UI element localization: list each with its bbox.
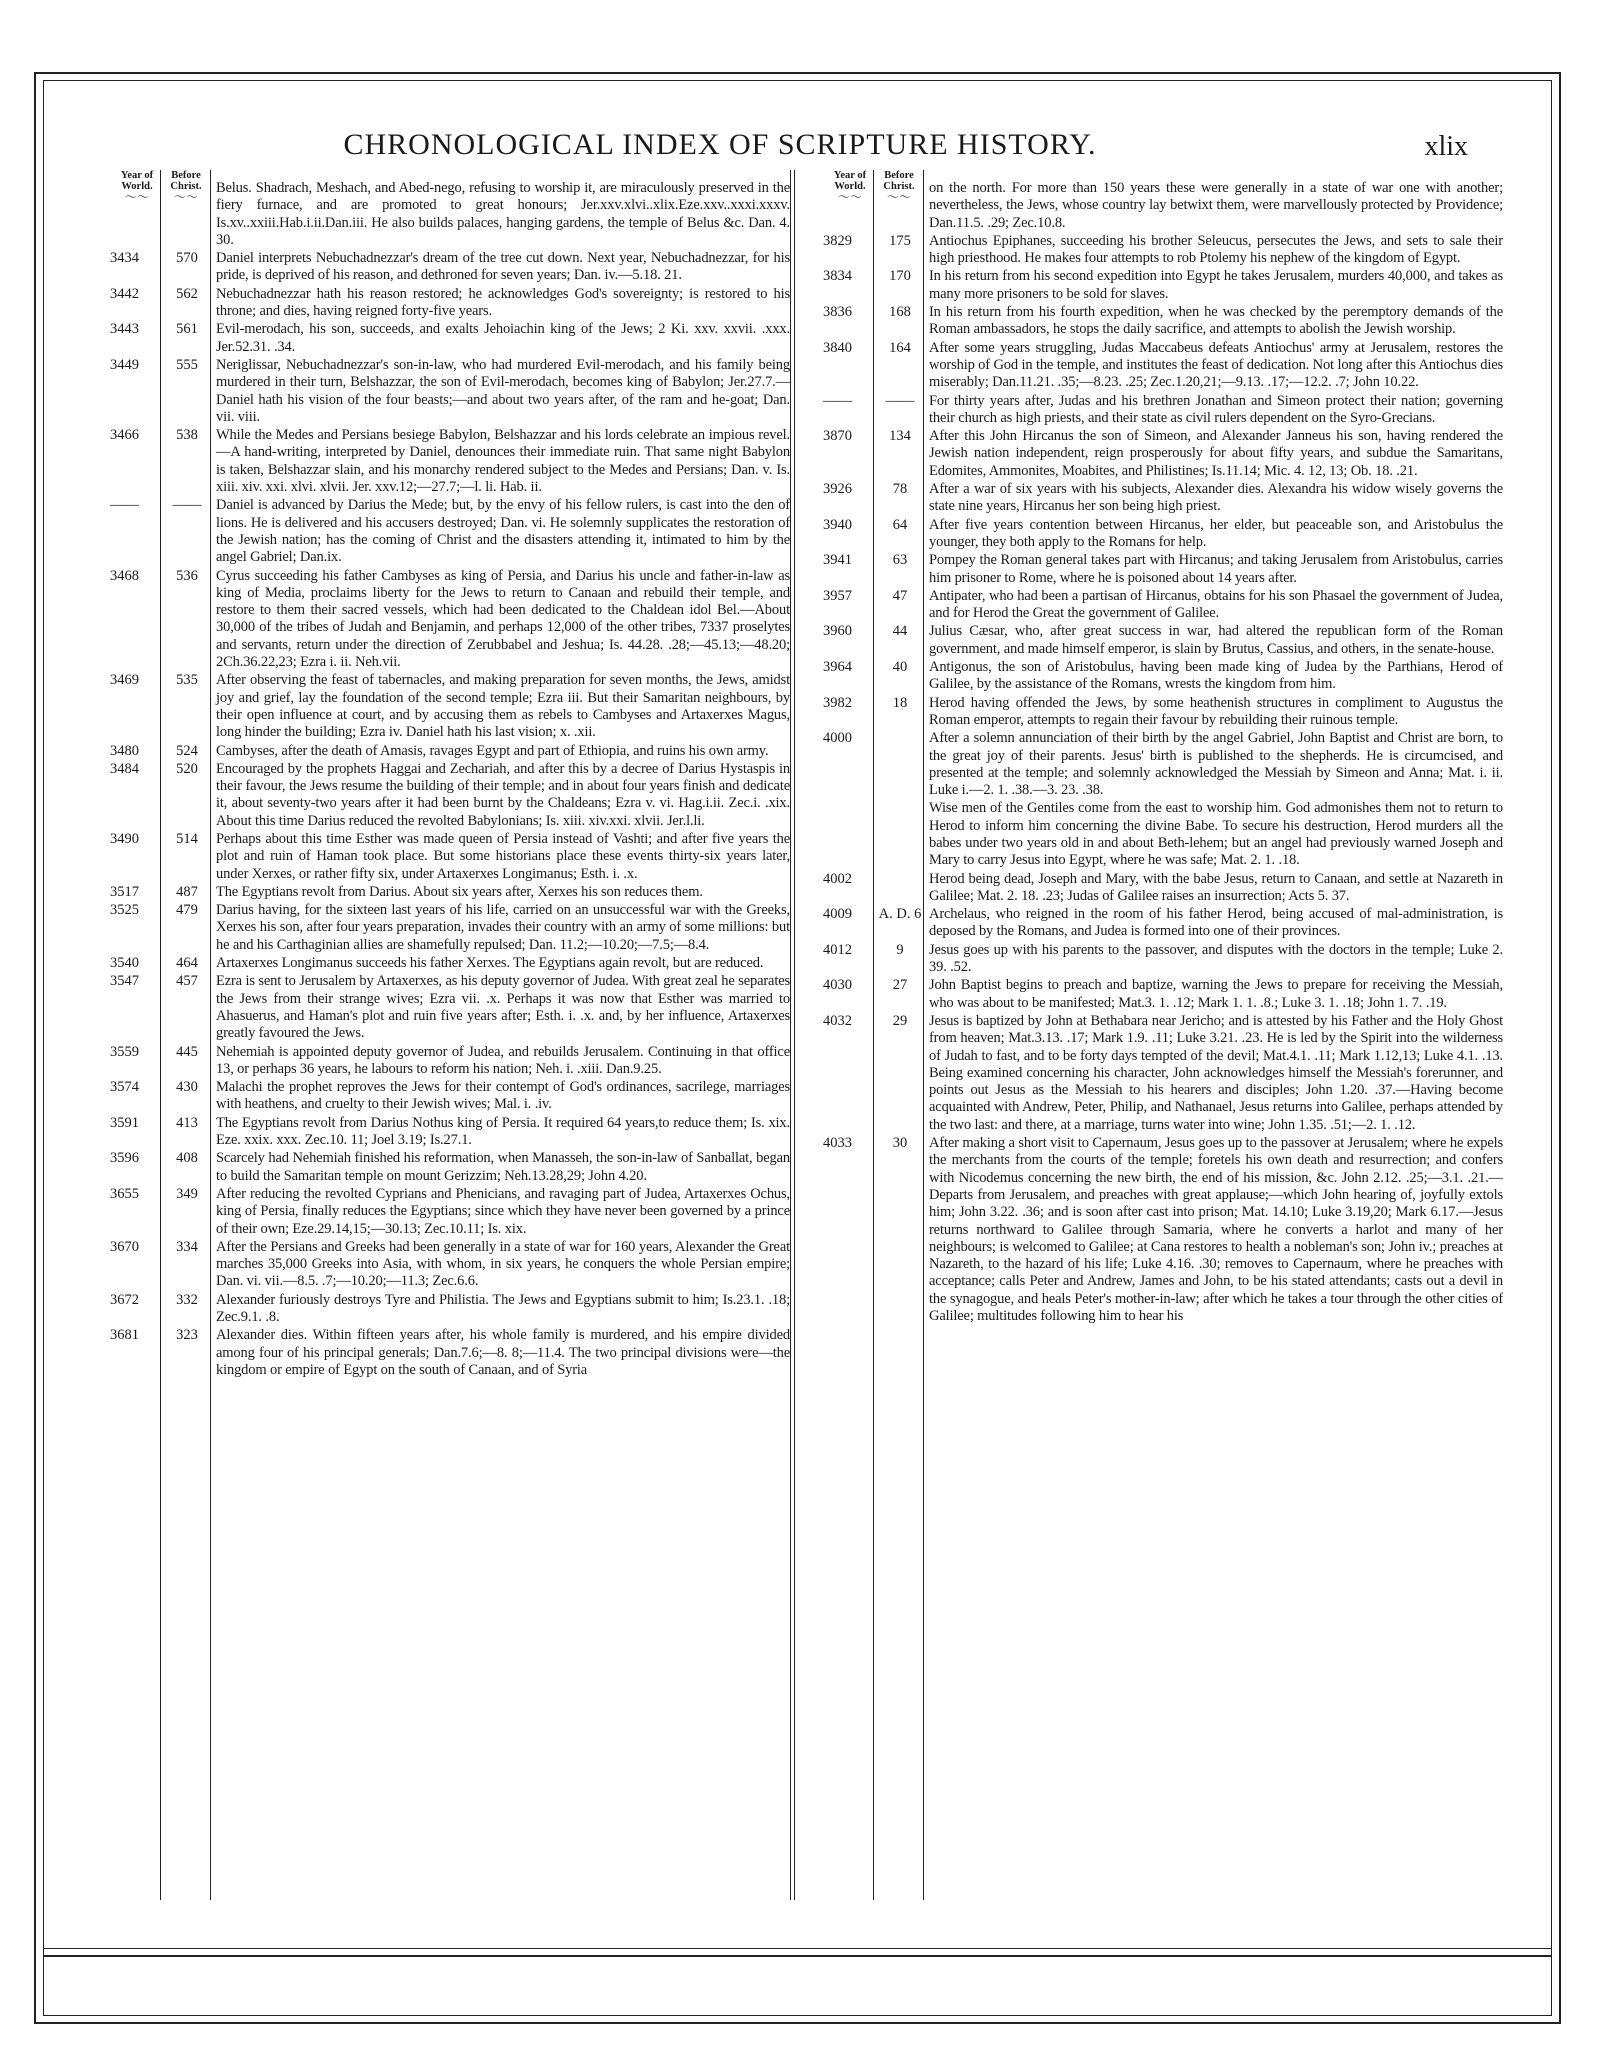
year-before-christ: 27 xyxy=(892,977,908,994)
chronology-entry xyxy=(823,481,1503,516)
rule-center-1 xyxy=(790,170,791,1900)
year-of-world: 3434 xyxy=(110,250,139,267)
year-before-christ: 44 xyxy=(892,623,908,640)
chronology-entry xyxy=(823,233,1503,268)
year-before-christ: 168 xyxy=(889,304,911,321)
entry-text: Nebuchadnezzar hath his reason restored; he acknowledges God's sovereignty; is restored to his throne; and dies, having reigned forty-five years. xyxy=(216,285,790,320)
entry-text: Artaxerxes Longimanus succeeds his father Xerxes. The Egyptians again revolt, but are reduced. xyxy=(216,955,764,972)
entry-text: Daniel is advanced by Darius the Mede; but, by the envy of his fellow rulers, is cast into the den of lions. He is delivered and his accusers destroyed; Dan. vi. He solemnly supplicates the restoration of the Jewish nation; has the coming of Christ and the disasters attending it, intimated to him by the angel Gabriel; Dan.ix. xyxy=(216,497,790,566)
chronology-entry xyxy=(823,517,1503,552)
year-before-christ: 408 xyxy=(176,1150,198,1167)
year-of-world: 3559 xyxy=(110,1043,139,1060)
year-before-christ: 536 xyxy=(176,567,198,584)
year-before-christ: 78 xyxy=(892,481,908,498)
page-number: xlix xyxy=(1424,131,1468,162)
chronology-entry xyxy=(110,1292,790,1327)
year-before-christ: 170 xyxy=(889,268,911,285)
chronology-entry xyxy=(110,250,790,285)
year-of-world: 4032 xyxy=(823,1012,852,1029)
year-before-christ: 479 xyxy=(176,902,198,919)
rule-center-2 xyxy=(794,170,795,1900)
chronology-entry xyxy=(110,1327,790,1379)
year-of-world: 4033 xyxy=(823,1135,852,1152)
year-of-world: 3982 xyxy=(823,694,852,711)
year-before-christ: 538 xyxy=(176,427,198,444)
year-of-world: 3596 xyxy=(110,1150,139,1167)
year-before-christ: 64 xyxy=(892,516,908,533)
footer-rule-double xyxy=(43,1955,1552,1957)
entry-text: Antiochus Epiphanes, succeeding his brother Seleucus, persecutes the Jews, and sets to sale their high priesthood. He makes four attempts to rob Ptolemy his nephew of the kingdom of Egypt. xyxy=(929,232,1503,267)
year-of-world: 3836 xyxy=(823,304,852,321)
chronology-entry xyxy=(823,906,1503,941)
year-of-world: 3829 xyxy=(823,232,852,249)
left-entries xyxy=(110,180,790,1380)
year-of-world: 3681 xyxy=(110,1327,139,1344)
chronology-entry xyxy=(110,427,790,496)
entry-text: Neriglissar, Nebuchadnezzar's son-in-law, who had murdered Evil-merodach, and his family being murdered in their turn, Belshazzar, the son of Evil-merodach, becomes king of Babylon; Jer.27.7.—Daniel hath his vision of the four beasts;—and about two years after, of the ram and he-goat; Dan. vii. viii. xyxy=(216,356,790,425)
year-of-world: 3964 xyxy=(823,659,852,676)
chronology-entry xyxy=(823,1135,1503,1325)
entry-text: Darius having, for the sixteen last years of his life, carried on an unsuccessful war with the Greeks, Xerxes his son, after four years preparation, invades their country with an army of some millions: but he and his Carthaginian allies are shamefully repulsed; Dan. 11.2;—10.20;—7.5;—8.4. xyxy=(216,902,790,953)
year-before-christ: 323 xyxy=(176,1327,198,1344)
entry-text: After some years struggling, Judas Maccabeus defeats Antiochus' army at Jerusalem, restores the worship of God in the temple, and institutes the feast of dedication. Not long after this Antiochus dies miserably; Dan.11.21. .35;—8.23. .25; Zec.1.20,21;—9.13. .17;—12.2. .7; John 10.22. xyxy=(929,339,1503,391)
chronology-entry xyxy=(823,695,1503,730)
entry-text: Wise men of the Gentiles come from the east to worship him. God admonishes them not to return to Herod to inform him concerning the divine Babe. To secure his destruction, Herod murders all the babes under two years old in and about Beth-lehem; but an angel had previously warned Joseph and Mary to carry Jesus into Egypt, where he was safe; Mat. 2. 1. .18. xyxy=(929,800,1503,869)
chronology-entry xyxy=(823,552,1503,587)
year-of-world: 3517 xyxy=(110,883,139,900)
year-before-christ: 445 xyxy=(176,1043,198,1060)
left-header-year-world: Year of World. 〜〜 xyxy=(120,170,154,204)
year-of-world: 3840 xyxy=(823,339,852,356)
chronology-entry xyxy=(110,357,790,426)
year-before-christ: 349 xyxy=(176,1185,198,1202)
page-title: CHRONOLOGICAL INDEX OF SCRIPTURE HISTORY. xyxy=(343,128,1097,161)
year-before-christ: 562 xyxy=(176,285,198,302)
year-of-world: 4000 xyxy=(823,730,852,747)
year-before-christ: —— xyxy=(172,497,202,514)
entry-text: Herod having offended the Jews, by some heathenish structures in compliment to Augustus the Roman emperor, attempts to regain their favour by rebuilding their ruinous temple. xyxy=(929,694,1503,728)
year-of-world: 3926 xyxy=(823,481,852,498)
year-of-world: 3442 xyxy=(110,285,139,302)
year-of-world: 3525 xyxy=(110,902,139,919)
entry-text: Pompey the Roman general takes part with Hircanus; and taking Jerusalem from Aristobulus, carries him prisoner to Rome, where he is poisoned about 14 years after. xyxy=(929,552,1503,586)
year-before-christ: 18 xyxy=(892,694,908,711)
right-header-before-christ: Before Christ. 〜〜 xyxy=(883,170,915,204)
year-before-christ: 487 xyxy=(176,883,198,900)
year-of-world: 3490 xyxy=(110,830,139,847)
entry-text: Archelaus, who reigned in the room of his father Herod, being accused of mal-administration, is deposed by the Romans, and Judea is formed into one of their provinces. xyxy=(929,906,1503,940)
entry-text: John Baptist begins to preach and baptize, warning the Jews to prepare for receiving the Messiah, who was about to be manifested; Mat.3. 1. .12; Mark 1. 1. .8.; Luke 3. 1. .18; John 1. 7. .19. xyxy=(929,977,1503,1011)
entry-text: Cambyses, after the death of Amasis, ravages Egypt and part of Ethiopia, and ruins his own army. xyxy=(216,742,769,759)
entry-text: Scarcely had Nehemiah finished his reformation, when Manasseh, the son-in-law of Sanballat, began to build the Samaritan temple on mount Gerizzim; Neh.13.28,29; John 4.20. xyxy=(216,1150,790,1184)
year-of-world: 3443 xyxy=(110,321,139,338)
header-text: Before Christ. xyxy=(883,170,915,192)
year-before-christ: 134 xyxy=(889,428,911,445)
entry-text: After the Persians and Greeks had been generally in a state of war for 160 years, Alexander the Great marches 35,000 Greeks into Asia, with whom, in six years, he conquers the whole Persian empire; Dan. vi. vii.—8.5. .7;—10.20;—11.3; Zec.6.6. xyxy=(216,1238,790,1290)
chronology-entry xyxy=(110,568,790,672)
year-of-world: 3468 xyxy=(110,567,139,584)
entry-text: Alexander dies. Within fifteen years after, his whole family is murdered, and his empire divided among four of his principal generals; Dan.7.6;—8. 8;—11.4. The two principal divisions were—the kingdom or empire of Egypt on the south of Canaan, and of Syria xyxy=(216,1327,790,1378)
entry-text: After a war of six years with his subjects, Alexander dies. Alexandra his widow wisely governs the state nine years, Hircanus her son being high priest. xyxy=(929,481,1503,515)
entry-text: For thirty years after, Judas and his brethren Jonathan and Simeon protect their nation; governing their church as high priests, and their state as civil rulers dependent on the Syro-Grecians. xyxy=(929,392,1503,426)
entry-text: Cyrus succeeding his father Cambyses as king of Persia, and Darius his uncle and father-in-law as king of Media, proclaims liberty for the Jews to return to Canaan and rebuild their temple, and restore to them their sacred vessels, which had been dedicated to the Chaldean idol Bel.—About 30,000 of the tribes of Judah and Benjamin, and perhaps 12,000 of the other tribes, 7337 proselytes and servants, return under the direction of Zerubbabel and Jeshua; Is. 44.28. .28;—45.13;—48.20; 2Ch.36.22,23; Ezra i. ii. Neh.vii. xyxy=(216,567,790,671)
entry-text: Nehemiah is appointed deputy governor of Judea, and rebuilds Jerusalem. Continuing in that office 13, or perhaps 36 years, he labours to reform his nation; Neh. i. .xiii. Dan.9.25. xyxy=(216,1043,790,1077)
chronology-entry xyxy=(110,884,790,901)
header-text: Year of World. xyxy=(120,170,154,192)
chronology-entry xyxy=(823,730,1503,799)
chronology-entry xyxy=(823,180,1503,232)
entry-text: Daniel interprets Nebuchadnezzar's dream of the tree cut down. Next year, Nebuchadnezzar, for his pride, is deprived of his reason, and dethroned for seven years; Dan. iv.—5.18. 21. xyxy=(216,250,790,284)
entry-text: After a solemn annunciation of their birth by the angel Gabriel, John Baptist and Christ are born, to the great joy of their parents. Jesus' birth is published to the shepherds. He is circumcised, and presented at the temple; and solemnly acknowledged the Messiah by Simeon and Anna; Mat. i. ii. Luke i.—2. 1. .38.—3. 23. .38. xyxy=(929,730,1503,799)
year-before-christ: 457 xyxy=(176,973,198,990)
year-of-world: 3870 xyxy=(823,428,852,445)
year-before-christ: 514 xyxy=(176,830,198,847)
chronology-entry xyxy=(110,1150,790,1185)
entry-text: Evil-merodach, his son, succeeds, and exalts Jehoiachin king of the Jews; 2 Ki. xxv. xxvii. .xxx. Jer.52.31. .34. xyxy=(216,321,790,355)
right-column xyxy=(823,170,1503,1910)
chronology-entry xyxy=(823,340,1503,392)
year-before-christ: 63 xyxy=(892,552,908,569)
year-before-christ: 555 xyxy=(176,356,198,373)
entry-text: on the north. For more than 150 years these were generally in a state of war one with another; nevertheless, the Jews, whose country lay betwixt them, were marvellously protected by Providence; Dan.11.5. .29; Zec.10.8. xyxy=(929,180,1503,231)
entry-text: Belus. Shadrach, Meshach, and Abed-nego, refusing to worship it, are miraculously preserved in the fiery furnace, and are promoted to great honours; Jer.xxv.xlvi..xlix.Eze.xxv..xxxi.xxxv. Is.xv..xxiii.Hab.i.ii.Dan.iii. He also builds palaces, hanging gardens, the temple of Belus &c. Dan. 4. 30. xyxy=(216,180,790,248)
year-before-christ: 332 xyxy=(176,1291,198,1308)
chronology-entry xyxy=(110,1044,790,1079)
chronology-entry xyxy=(110,1186,790,1238)
year-before-christ: —— xyxy=(885,392,915,409)
entry-text: Ezra is sent to Jerusalem by Artaxerxes, as his deputy governor of Judea. With great zeal he separates the Jews from their strange wives; Ezra vii. .x. Perhaps it was now that Esther was married to Ahasuerus, and Haman's plot and ruin five years after; Esth. i. .x. and, by her influence, Artaxerxes greatly favoured the Jews. xyxy=(216,973,790,1042)
year-of-world: 3484 xyxy=(110,760,139,777)
entry-text: Perhaps about this time Esther was made queen of Persia instead of Vashti; and after five years the plot and ruin of Haman took place. But some historians place these events thirty-six years later, under Xerxes, or rather fifty six, under Artaxerxes Longimanus; Esth. i. .x. xyxy=(216,830,790,882)
chronology-entry xyxy=(823,393,1503,428)
year-before-christ: 464 xyxy=(176,955,198,972)
year-before-christ: 9 xyxy=(896,941,904,958)
left-header-before-christ: Before Christ. 〜〜 xyxy=(170,170,202,204)
year-of-world: 3466 xyxy=(110,427,139,444)
year-before-christ: 535 xyxy=(176,672,198,689)
year-of-world: 3591 xyxy=(110,1114,139,1131)
chronology-entry xyxy=(110,902,790,954)
year-before-christ: 561 xyxy=(176,321,198,338)
entry-text: Encouraged by the prophets Haggai and Zechariah, and after this by a decree of Darius Hystaspis in their favour, the Jews resume the building of their temple; and in about four years finish and dedicate it, about seventy-two years after it had been burnt by the Chaldeans; Ezra v. vi. Hag.i.ii. Zec.i. .xix. About this time Darius reduced the revolted Babylonians; Is. xiii. xiv.xxi. xlvii. Jer.l.li. xyxy=(216,760,790,829)
header-text: Before Christ. xyxy=(170,170,202,192)
year-of-world: 4009 xyxy=(823,906,852,923)
year-before-christ: 40 xyxy=(892,659,908,676)
chronology-entry xyxy=(110,831,790,883)
year-of-world: 4002 xyxy=(823,870,852,887)
right-header-year-world: Year of World. 〜〜 xyxy=(833,170,867,204)
entry-text: Herod being dead, Joseph and Mary, with the babe Jesus, return to Canaan, and settle at Nazareth in Galilee; Mat. 2. 18. .23; Judas of Galilee raises an insurrection; Acts 5. 37. xyxy=(929,870,1503,904)
chronology-entry xyxy=(110,743,790,760)
chronology-entry xyxy=(823,588,1503,623)
entry-text: Jesus is baptized by John at Bethabara near Jericho; and is attested by his Father and the Holy Ghost from heaven; Mat.3.13. .17; Mark 1.9. .11; Luke 3.21. .23. He is led by the Spirit into the wilderness of Judah to fast, and to be forty days tempted of the devil; Mat.4.1. .11; Mark 1.12,13; Luke 4.1. .13. Being examined concerning his character, John acknowledges himself the Messiah's forerunner, and points out Jesus as the Messiah to his hearers and disciples; John 1.20. .37.—Having become acquainted with Andrew, Peter, Philip, and Nathanael, Jesus returns into Galilee, perhaps attended by the two last: and there, at a marriage, turns water into wine; John 1.35. .51;—2. 1. .12. xyxy=(929,1012,1503,1133)
chronology-entry xyxy=(823,659,1503,694)
entry-text: Antigonus, the son of Aristobulus, having been made king of Judea by the Parthians, Herod of Galilee, by the assistance of the Romans, wrests the kingdom from him. xyxy=(929,659,1503,693)
chronology-entry xyxy=(823,871,1503,906)
year-of-world: 3834 xyxy=(823,268,852,285)
chronology-entry xyxy=(110,973,790,1042)
year-of-world: 3574 xyxy=(110,1079,139,1096)
year-before-christ: 430 xyxy=(176,1079,198,1096)
header-text: Year of World. xyxy=(833,170,867,192)
year-of-world: 3449 xyxy=(110,356,139,373)
year-of-world: —— xyxy=(823,392,852,409)
year-before-christ: 334 xyxy=(176,1238,198,1255)
year-before-christ: 30 xyxy=(892,1135,908,1152)
chronology-entry xyxy=(823,977,1503,1012)
year-of-world: 3672 xyxy=(110,1291,139,1308)
chronology-entry xyxy=(110,286,790,321)
year-before-christ: 524 xyxy=(176,742,198,759)
chronology-entry xyxy=(110,761,790,830)
chronology-entry xyxy=(110,1079,790,1114)
chronology-entry xyxy=(110,180,790,249)
chronology-entry xyxy=(823,428,1503,480)
year-of-world: 3469 xyxy=(110,672,139,689)
entry-text: Jesus goes up with his parents to the passover, and disputes with the doctors in the temple; Luke 2. 39. .52. xyxy=(929,941,1503,976)
right-entries xyxy=(823,180,1503,1326)
entry-text: Malachi the prophet reproves the Jews for their contempt of God's ordinances, sacrilege, marriages with heathens, and cruelty to their Jewish wives; Mal. i. .iv. xyxy=(216,1079,790,1113)
entry-text: Julius Cæsar, who, after great success in war, had altered the republican form of the Roman government, and made himself emperor, is slain by Brutus, Cassius, and others, in the senate-house. xyxy=(929,623,1503,657)
year-before-christ: 175 xyxy=(889,232,911,249)
chronology-entry xyxy=(110,1115,790,1150)
year-before-christ: 29 xyxy=(892,1012,908,1029)
entry-text: After this John Hircanus the son of Simeon, and Alexander Janneus his son, having rendered the Jewish nation independent, reign prosperously for about fifty years, and subdue the Samaritans, Edomites, Ammonites, Moabites, and Philistines; Is.11.14; Mic. 4. 12, 13; Ob. 18. .21. xyxy=(929,428,1503,479)
year-before-christ: 164 xyxy=(889,339,911,356)
year-of-world: 3957 xyxy=(823,587,852,604)
year-of-world: 3540 xyxy=(110,955,139,972)
year-of-world: 3670 xyxy=(110,1238,139,1255)
chronology-entry xyxy=(110,321,790,356)
year-of-world: 3480 xyxy=(110,742,139,759)
entry-text: Antipater, who had been a partisan of Hircanus, obtains for his son Phasael the government of Judea, and for Herod the Great the government of Galilee. xyxy=(929,587,1503,622)
left-column xyxy=(110,170,790,1910)
footer-rule xyxy=(43,1948,1552,1949)
entry-text: The Egyptians revolt from Darius. About six years after, Xerxes his son reduces them. xyxy=(216,883,703,900)
year-before-christ: 520 xyxy=(176,760,198,777)
chronology-entry xyxy=(823,1013,1503,1134)
year-of-world: 4030 xyxy=(823,977,852,994)
year-of-world: 3960 xyxy=(823,623,852,640)
year-of-world: —— xyxy=(110,497,139,514)
entry-text: After five years contention between Hircanus, her elder, but peaceable son, and Aristobulus the younger, they both apply to the Romans for help. xyxy=(929,516,1503,550)
year-before-christ: 47 xyxy=(892,587,908,604)
entry-text: In his return from his fourth expedition, when he was checked by the peremptory demands of the Roman ambassadors, he stops the daily sacrifice, and attempts to abolish the Jewish worship. xyxy=(929,304,1503,338)
chronology-entry xyxy=(823,304,1503,339)
chronology-entry xyxy=(823,800,1503,869)
entry-text: In his return from his second expedition into Egypt he takes Jerusalem, murders 40,000, and takes as many more prisoners to be sold for slaves. xyxy=(929,268,1503,302)
chronology-entry xyxy=(110,672,790,741)
year-before-christ: 413 xyxy=(176,1114,198,1131)
year-of-world: 3941 xyxy=(823,552,852,569)
chronology-entry xyxy=(110,955,790,972)
chronology-entry xyxy=(110,1239,790,1291)
year-of-world: 4012 xyxy=(823,941,852,958)
year-of-world: 3655 xyxy=(110,1185,139,1202)
entry-text: Alexander furiously destroys Tyre and Philistia. The Jews and Egyptians submit to him; Is.23.1. .18; Zec.9.1. .8. xyxy=(216,1291,790,1325)
chronology-entry xyxy=(823,623,1503,658)
chronology-entry xyxy=(823,268,1503,303)
entry-text: After making a short visit to Capernaum, Jesus goes up to the passover at Jerusalem; where he expels the merchants from the courts of the temple; foretels his own death and resurrection; and confers with Nicodemus concerning the new birth, the end of his mission, &c. John 2.12. .25;—3.1. .21.—Departs from Jerusalem, and preaches with great applause;—which John hearing of, joyfully extols him; John 3.22. .36; and is soon after cast into prison; Mat. 14.10; Luke 3.19,20; Mark 6.17.—Jesus returns northward to Galilee through Samaria, where he converts a harlot and many of her neighbours; is welcomed to Galilee; at Cana restores to health a nobleman's son; John iv.; preaches at Nazareth, to the hazard of his life; Luke 4.16. .30; removes to Capernaum, where he preaches with acceptance; calls Peter and Andrew, James and John, to be his stated attendants; casts out a devil in the synagogue, and heals Peter's mother-in-law; after which he takes a tour through the other cities of Galilee; multitudes following him to hear his xyxy=(929,1135,1503,1324)
entry-text: After reducing the revolted Cyprians and Phenicians, and ravaging part of Judea, Artaxerxes Ochus, king of Persia, finally reduces the Egyptians; since which they have never been governed by a prince of their own; Eze.29.14,15;—30.13; Zec.10.11; Is. xix. xyxy=(216,1185,790,1237)
entry-text: The Egyptians revolt from Darius Nothus king of Persia. It required 64 years,to reduce them; Is. xix. Eze. xxix. xxx. Zec.10. 11; Joel 3.19; Is.27.1. xyxy=(216,1114,790,1149)
chronology-entry xyxy=(823,942,1503,977)
entry-text: After observing the feast of tabernacles, and making preparation for seven months, the Jews, amidst joy and grief, lay the foundation of the second temple; Ezra iii. But their Samaritan neighbours, by their open influence at court, and by accusing them as rebels to Cambyses and Artaxerxes Magus, long hinder the building; Ezra iv. Daniel hath his last vision; x. .xii. xyxy=(216,672,790,741)
year-before-christ: 570 xyxy=(176,250,198,267)
year-of-world: 3547 xyxy=(110,973,139,990)
year-of-world: 3940 xyxy=(823,516,852,533)
year-before-christ: A. D. 6 xyxy=(878,906,922,923)
chronology-entry xyxy=(110,497,790,566)
entry-text: While the Medes and Persians besiege Babylon, Belshazzar and his lords celebrate an impious revel.—A hand-writing, interpreted by Daniel, denounces their immediate ruin. That same night Babylon is taken, Belshazzar slain, and his monarchy rendered subject to the Medes and Persians; Dan. v. Is. xiii. xiv. xxi. xlvi. xlvii. Jer. xxv.12;—27.7;—l. li. Hab. ii. xyxy=(216,427,790,496)
